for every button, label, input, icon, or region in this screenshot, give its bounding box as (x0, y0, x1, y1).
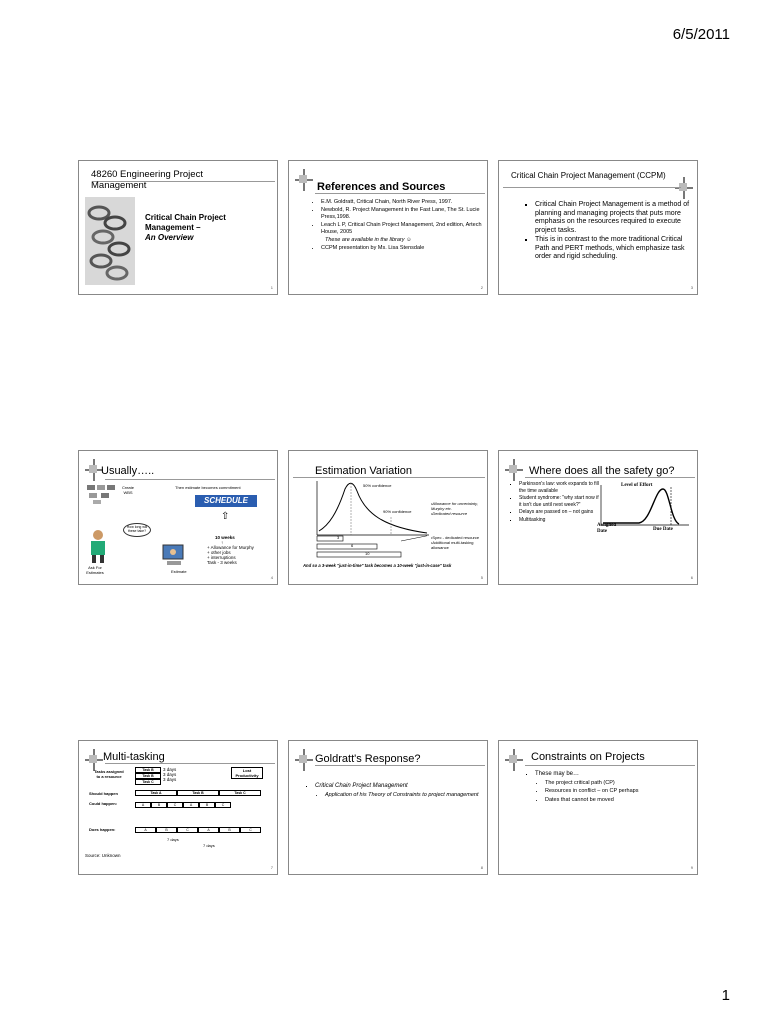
slide-body (525, 201, 691, 263)
slide-title: Where does all the safety go? (529, 465, 675, 477)
note-line: •Additional multi-tasking allowance (431, 540, 474, 550)
slide-4 (78, 450, 278, 585)
does-happen-row (135, 827, 261, 833)
task-box: A (183, 802, 199, 808)
slide-body (509, 481, 601, 524)
bullet-item: ▪ This is in contrast to the more traditional Critical Path and PERT methods, which emphasize task order and rigid scheduling. (535, 236, 691, 262)
slide-8 (288, 740, 488, 875)
could-happen-label: Could happen: (89, 801, 117, 806)
bullet-item: ▪ Student syndrome: "why start now if it isn't due until next week?" (519, 495, 601, 508)
bullet-sublist (315, 792, 481, 800)
task-box: A (135, 827, 156, 833)
bullet-subitem: These are available in the library ☺ (325, 237, 412, 243)
slide-body (305, 783, 481, 800)
slide-9 (498, 740, 698, 875)
interruptions-label: + interruptions (207, 555, 236, 560)
schedule-banner: SCHEDULE (195, 495, 257, 507)
slide-rule (525, 477, 695, 478)
computer-icon (161, 543, 187, 567)
duration-label: 3 days (163, 777, 177, 783)
slide-rule (315, 765, 485, 766)
subtitle-line: An Overview (145, 233, 194, 242)
due-date-label: Due Date (653, 527, 673, 532)
task-durations (163, 767, 176, 783)
task-list (135, 767, 161, 785)
should-happen-row (135, 790, 261, 796)
speech-bubble: How long will these take? (123, 523, 151, 537)
slide-ornament (295, 169, 313, 191)
slide-ornament (295, 749, 313, 771)
bullet-item: • E.M. Goldratt, Critical Chain, North River Press, 1997. (321, 199, 483, 206)
slide-ornament (505, 459, 523, 481)
subtitle-line: Critical Chain Project (145, 213, 226, 222)
note-line: •Spec - dedicated resource (431, 535, 480, 540)
should-happen-label: Should happen (89, 791, 118, 796)
note-line: •Dedicated resource (431, 511, 468, 516)
slide-number: 6 (690, 575, 693, 580)
create-wbs-label: Create WBS (121, 485, 134, 495)
bullet-subitem: • Application of his Theory of Constraints to project management (325, 792, 481, 800)
up-arrow-icon: ⇧ (221, 511, 230, 522)
task-box: A (135, 802, 151, 808)
assigned-date-label: Assigned Date (597, 523, 617, 534)
task-box: B (199, 802, 215, 808)
duration-bars (315, 535, 427, 565)
allowance-notes (431, 501, 487, 516)
bullet-item: ▪ Critical Chain Project Management is a method of planning and managing projects that puts more emphasis on the resources required to execute project tasks. (535, 201, 691, 235)
task-box: B (156, 827, 177, 833)
bullet-item: ▪ Multitasking (519, 517, 601, 524)
slide-ornament (505, 749, 523, 771)
bullet-item: • Newbold, R. Project Management in the Fast Lane, The St. Lucie Press,1998. (321, 207, 483, 221)
duration-label: 3 days (163, 772, 177, 778)
ask-label: Ask For Estimates (86, 565, 104, 575)
bullet-sublist (535, 780, 691, 805)
wbs-graphic (85, 483, 121, 505)
task-box: Task C (135, 779, 161, 785)
slide-rule (525, 765, 695, 766)
bullet-item: ▪ These may be… (535, 771, 691, 779)
allowance-label: + Allowance for Murphy (207, 545, 254, 550)
slide-subtitle (145, 213, 226, 243)
slide-ornament (675, 177, 693, 199)
bullet-item: ▪ Critical Chain Project Management (315, 783, 481, 791)
duration-label: 7 days (203, 843, 215, 848)
ten-weeks-label: 10 weeks (215, 535, 235, 540)
up-arrow-icon: ↑ (221, 540, 224, 545)
ninety-confidence-label: 90% confidence (383, 509, 412, 514)
estimate-label: Estimate (171, 569, 187, 574)
could-happen-row (135, 802, 231, 808)
bullet-item: ▪ Delays are passed on – not gains (519, 509, 601, 516)
person-icon (85, 527, 111, 563)
duration-label: 3 days (163, 767, 177, 772)
chain-image (85, 197, 135, 285)
slide-rule (105, 763, 275, 764)
slide-title: Estimation Variation (315, 465, 413, 477)
source-label: Source: Unknown (85, 853, 121, 858)
slide-title: Critical Chain Project Management (CCPM) (511, 171, 666, 180)
spec-notes (431, 535, 487, 550)
duration-label: 7 days (167, 837, 179, 842)
slide-title: Goldratt's Response? (315, 753, 421, 765)
note-line: •Allowance for uncertainty, Murphy etc. (431, 501, 478, 511)
slide-1 (78, 160, 278, 295)
estimate-breakdown (207, 535, 254, 565)
other-jobs-label: + other jobs (207, 550, 231, 555)
task-box: A (198, 827, 219, 833)
slide-number: 4 (270, 575, 273, 580)
slide-title: 48260 Engineering Project Management (91, 169, 203, 191)
slide-number: 5 (480, 575, 483, 580)
slide-title: References and Sources (317, 181, 446, 193)
effort-curve (599, 483, 691, 527)
slide-body (311, 199, 483, 253)
level-of-effort-label: Level of Effort (621, 483, 653, 488)
smiley-icon: ☺ (406, 237, 412, 243)
slide-7 (78, 740, 278, 875)
task-box: C (177, 827, 198, 833)
slide-caption: And so a 3-week "just-in-time" task becomes a 10-week "just-in-case" task (303, 563, 452, 568)
slide-6 (498, 450, 698, 585)
tasks-assigned-label: Tasks assigned to a resource (94, 769, 124, 779)
slide-5 (288, 450, 488, 585)
bar-value: 3 (337, 535, 340, 540)
bullet-item: • Leach L P, Critical Chain Project Management, 2nd edition, Artech House, 2005 (321, 222, 483, 236)
task-box: C (215, 802, 231, 808)
bullet-item: ▪ Parkinson's law: work expands to fill the time available (519, 481, 601, 494)
bullet-subitem: • The project critical path (CP) (545, 780, 691, 788)
slide-title: Usually….. (101, 465, 155, 477)
slide-rule (315, 193, 485, 194)
task-box: Task B (135, 773, 161, 779)
slide-number: 8 (480, 865, 483, 870)
bar-value: 6 (351, 543, 354, 548)
task-box: C (240, 827, 261, 833)
does-happen-label: Does happen: (89, 827, 116, 832)
slide-rule (105, 479, 275, 480)
commitment-label: Then estimate becomes commitment (175, 485, 241, 490)
page-number: 1 (721, 987, 730, 1004)
bar-value: 10 (365, 551, 370, 556)
slide-ornament (85, 749, 103, 771)
task-box: C (167, 802, 183, 808)
slide-number: 1 (270, 285, 273, 290)
slide-number: 3 (690, 285, 693, 290)
task-box: B (151, 802, 167, 808)
task-box: B (219, 827, 240, 833)
fifty-confidence-label: 50% confidence (363, 483, 392, 488)
bullet-subitem: • Dates that cannot be moved (545, 797, 691, 805)
bullet-item: • CCPM presentation by Ms. Lisa Stensdale (321, 245, 483, 252)
subtitle-line: Management – (145, 223, 201, 232)
slide-2 (288, 160, 488, 295)
slide-body (525, 771, 691, 805)
slide-title: Constraints on Projects (531, 751, 645, 763)
slide-rule (503, 187, 681, 188)
task-box: Task A (135, 790, 177, 796)
slide-rule (293, 477, 485, 478)
header-date: 6/5/2011 (672, 26, 730, 43)
task-box: Task B (135, 767, 161, 773)
task-box: Task C (219, 790, 261, 796)
slide-title: Multi-tasking (103, 751, 165, 763)
slide-number: 2 (480, 285, 483, 290)
task-box: Task B (177, 790, 219, 796)
lost-productivity-box: Lost Productivity (231, 767, 263, 779)
slide-3 (498, 160, 698, 295)
slide-number: 9 (690, 865, 693, 870)
slide-number: 7 (270, 865, 273, 870)
task-label: Task - 3 weeks (207, 560, 237, 565)
bullet-subitem: • Resources in conflict – on CP perhaps (545, 788, 691, 796)
